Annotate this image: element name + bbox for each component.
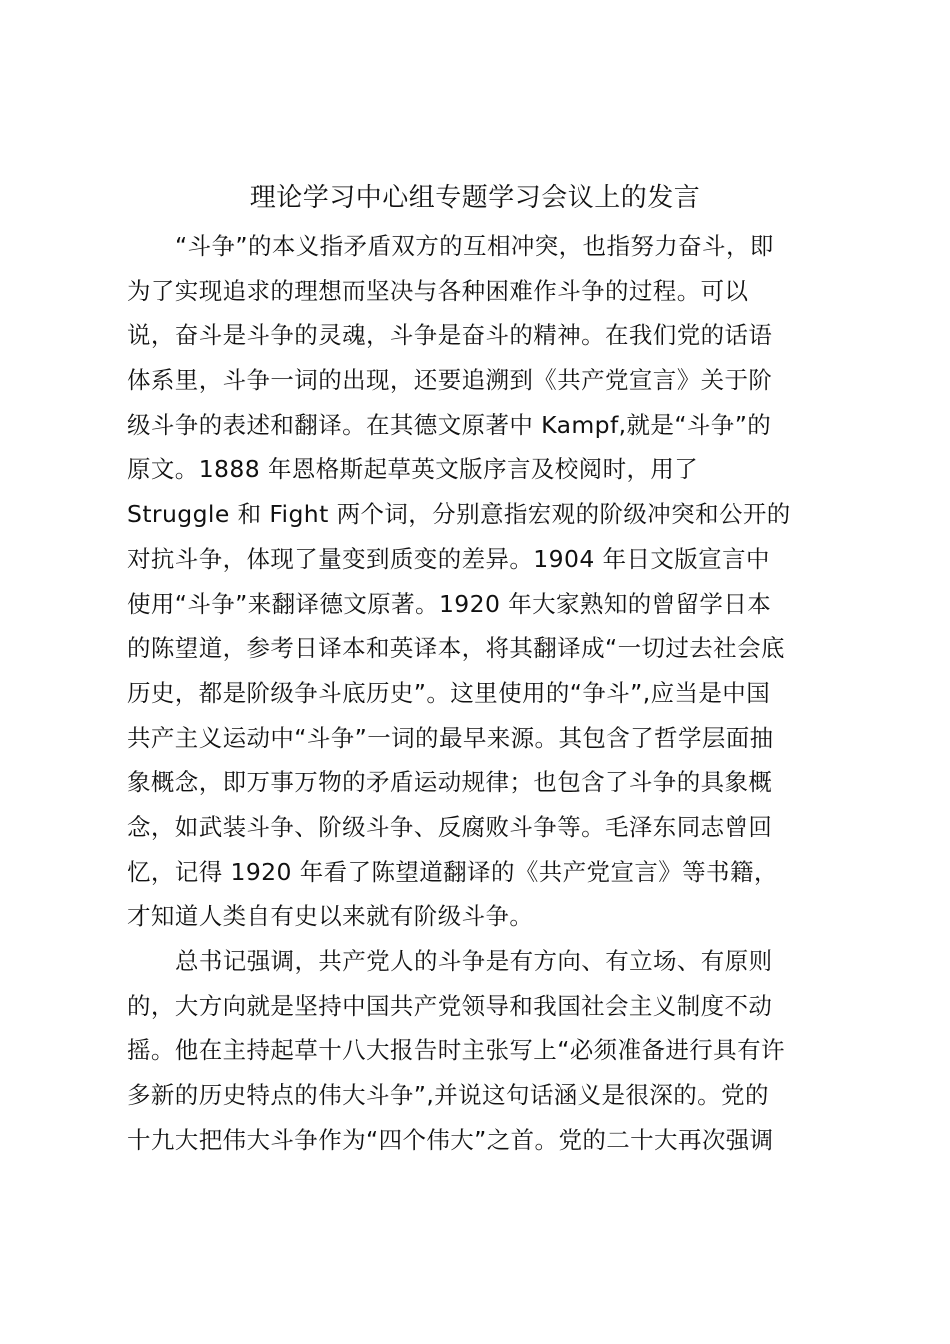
- document-body: [127, 224, 847, 1162]
- document-title: 理论学习中心组专题学习会议上的发言: [249, 183, 701, 213]
- paragraph-line: 忆，记得 1920 年看了陈望道翻译的《共产党宣言》等书籍，: [127, 857, 778, 886]
- paragraph-line: 十九大把伟大斗争作为“四个伟大”之首。党的二十大再次强调: [127, 1125, 774, 1154]
- paragraph-2: [127, 939, 847, 1162]
- paragraph-line: 原文。1888 年恩格斯起草英文版序言及校阅时，用了: [127, 455, 699, 484]
- paragraph-line: 总书记强调，共产党人的斗争是有方向、有立场、有原则: [175, 947, 773, 975]
- paragraph-line: 念，如武装斗争、阶级斗争、反腐败斗争等。毛泽东同志曾回: [127, 812, 773, 841]
- paragraph-line: 为了实现追求的理想而坚决与各种困难作斗争的过程。可以: [127, 276, 749, 305]
- paragraph-line: 象概念，即万事万物的矛盾运动规律；也包含了斗争的具象概: [127, 768, 773, 797]
- paragraph-line: 使用“斗争”来翻译德文原著。1920 年大家熟知的曾留学日本: [127, 589, 772, 618]
- paragraph-line: 才知道人类自有史以来就有阶级斗争。: [127, 902, 534, 931]
- paragraph-line: 历史，都是阶级争斗底历史”。这里使用的“争斗”,应当是中国: [127, 678, 771, 707]
- paragraph-line: 的陈望道，参考日译本和英译本，将其翻译成“一切过去社会底: [127, 634, 785, 663]
- paragraph-line: 对抗斗争，体现了量变到质变的差异。1904 年日文版宣言中: [127, 544, 770, 573]
- paragraph-line: 多新的历史特点的伟大斗争”,并说这句话涵义是很深的。党的: [127, 1081, 769, 1110]
- paragraph-line: 说，奋斗是斗争的灵魂，斗争是奋斗的精神。在我们党的话语: [127, 321, 773, 350]
- paragraph-line: 体系里，斗争一词的出现，还要追溯到《共产党宣言》关于阶: [127, 366, 773, 395]
- paragraph-line: Struggle 和 Fight 两个词，分别意指宏观的阶级冲突和公开的: [127, 500, 791, 529]
- paragraph-line: “斗争”的本义指矛盾双方的互相冲突，也指努力奋斗，即: [175, 232, 774, 260]
- paragraph-line: 的，大方向就是坚持中国共产党领导和我国社会主义制度不动: [127, 991, 773, 1020]
- paragraph-line: 摇。他在主持起草十八大报告时主张写上“必须准备进行具有许: [127, 1036, 785, 1065]
- paragraph-line: 级斗争的表述和翻译。在其德文原著中 Kampf,就是“斗争”的: [127, 410, 772, 439]
- paragraph-1: [127, 224, 847, 939]
- paragraph-line: 共产主义运动中“斗争”一词的最早来源。其包含了哲学层面抽: [127, 723, 774, 752]
